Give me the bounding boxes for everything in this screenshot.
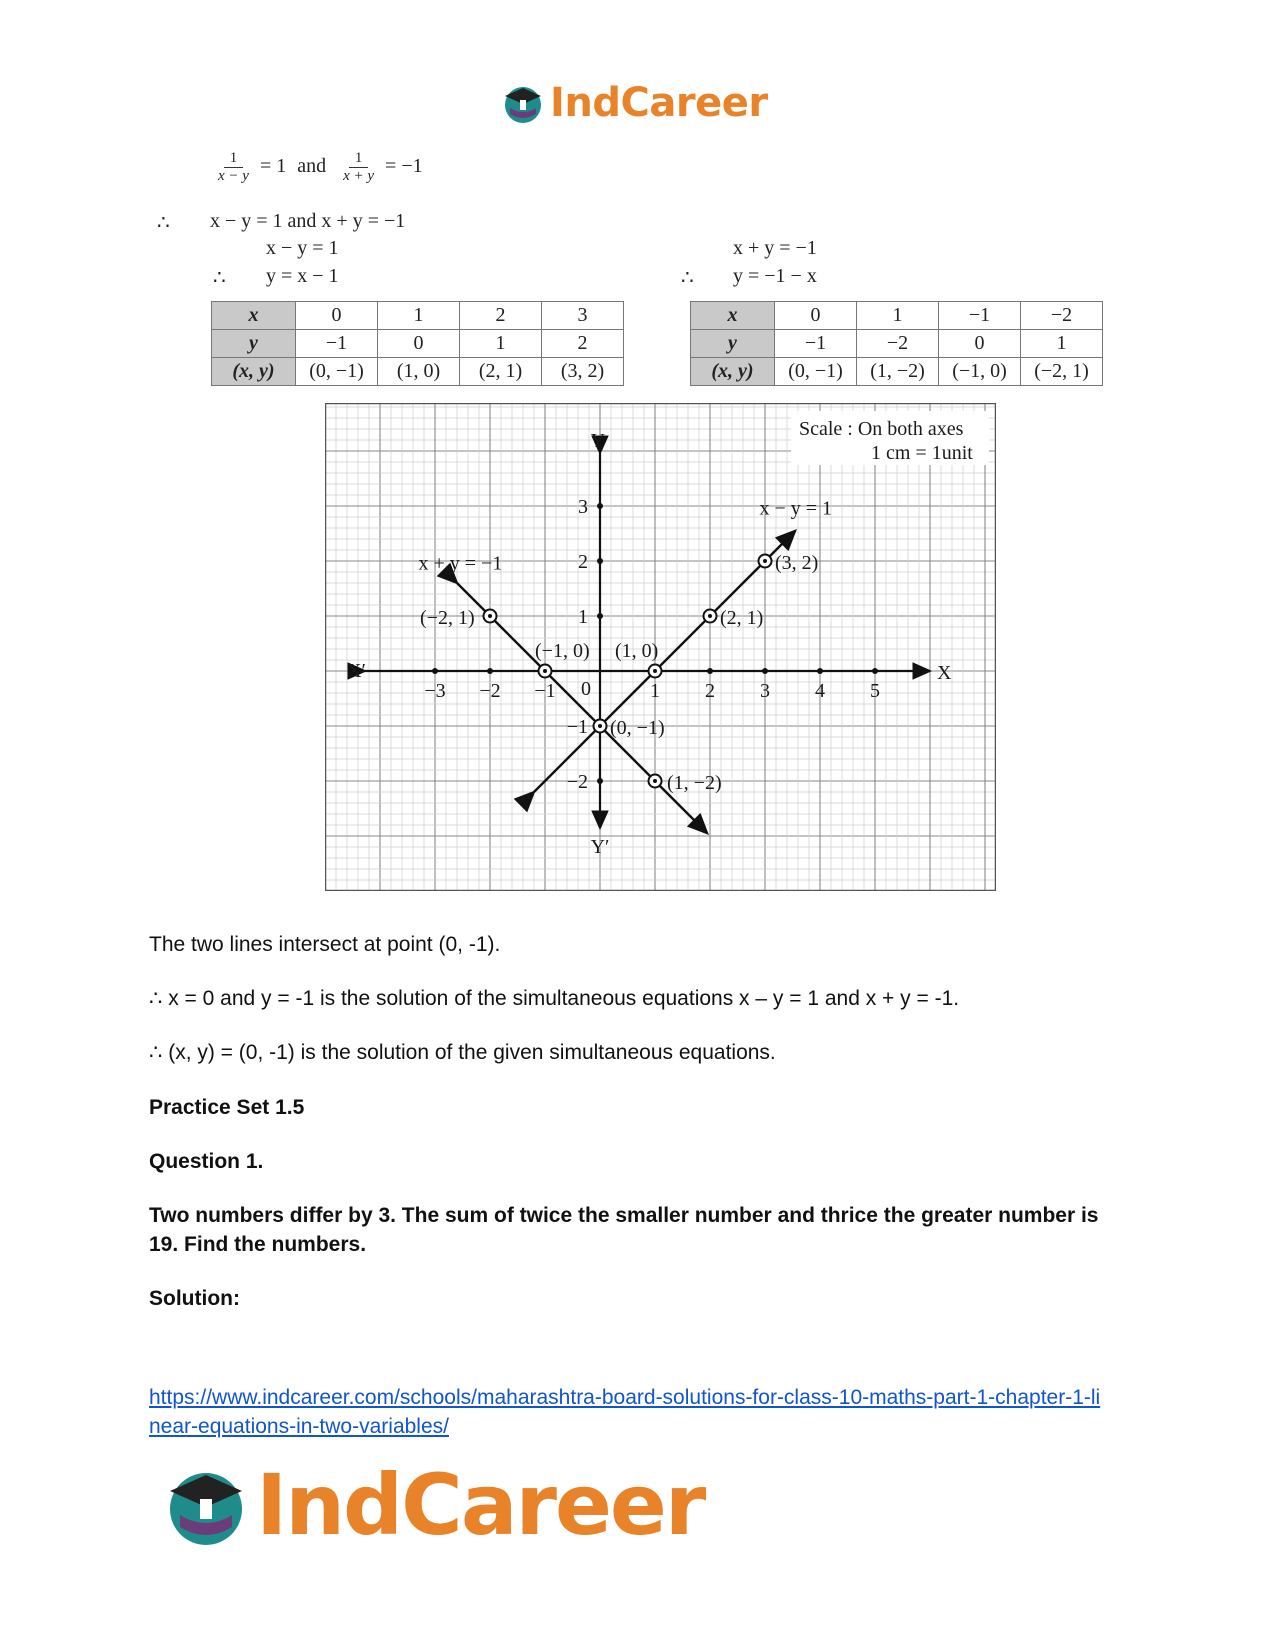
point-label: (3, 2) [775, 552, 819, 574]
table-row: (x, y) (0, −1) (1, 0) (2, 1) (3, 2) [212, 358, 624, 386]
left-result: y = x − 1 [266, 265, 339, 287]
values-table-right [690, 301, 1103, 386]
logo-wordmark: IndCareer [550, 80, 768, 126]
x-tick-dot [487, 668, 493, 674]
table-row: (x, y) (0, −1) (1, −2) (−1, 0) (−2, 1) [691, 358, 1103, 386]
x-tick-label: 5 [870, 680, 880, 702]
y-tick-dot [597, 778, 603, 784]
right-equation: x + y = −1 [733, 237, 817, 259]
data-point-center [598, 724, 602, 728]
intersection-text: The two lines intersect at point (0, -1). [149, 933, 501, 956]
combined-equation: x − y = 1 and x + y = −1 [210, 210, 406, 232]
x-tick-label: −1 [534, 680, 556, 702]
y-tick-label: 2 [578, 551, 588, 573]
x-tick-label: 3 [760, 680, 770, 702]
x-tick-dot [817, 668, 823, 674]
therefore-symbol: ∴ [213, 267, 226, 289]
x-tick-dot [872, 668, 878, 674]
x-axis-neg-label: X′ [347, 660, 366, 682]
scale-line-1: Scale : On both axes [799, 418, 964, 440]
graph-border [326, 404, 996, 891]
point-label: (2, 1) [720, 607, 764, 629]
source-link[interactable]: https://www.indcareer.com/schools/maharashtra-board-solutions-for-class-10-maths-part-1-chapter-1-linear-equations-in-two-variables/ [149, 1386, 1101, 1438]
data-point-center [488, 614, 492, 618]
y-axis-label: Y [590, 430, 606, 452]
x-tick-label: −2 [479, 680, 501, 702]
scale-line-2: 1 cm = 1unit [871, 442, 973, 464]
series-group [419, 497, 833, 833]
y-tick-label: 1 [578, 606, 588, 628]
problem-text: Two numbers differ by 3. The sum of twice the smaller number and thrice the greater number is 19. Find the numbers. [149, 1204, 1099, 1256]
logo-wordmark: IndCareer [256, 1456, 705, 1554]
solution-statement: ∴ x = 0 and y = -1 is the solution of the simultaneous equations x – y = 1 and x + y = -1. [149, 987, 960, 1010]
origin-label: 0 [581, 678, 591, 700]
question-heading: Question 1. [149, 1150, 264, 1173]
footer-logo [160, 1456, 705, 1554]
table-row: y −1 0 1 2 [212, 330, 624, 358]
point-label: (−2, 1) [420, 607, 475, 629]
x-axis-label: X [937, 662, 952, 684]
values-table-left [211, 301, 624, 386]
header-logo [500, 78, 768, 128]
table-row: x 0 1 2 3 [212, 302, 624, 330]
solution-conclusion: ∴ (x, y) = (0, -1) is the solution of the given simultaneous equations. [149, 1041, 776, 1064]
fraction-2: $\frac{1}{x + y}$ [343, 150, 375, 184]
y-tick-dot [597, 613, 603, 619]
data-point-center [543, 669, 547, 673]
series-name-1: x − y = 1 [759, 497, 833, 520]
solution-heading: Solution: [149, 1287, 240, 1310]
graduation-globe-icon [160, 1459, 252, 1551]
right-result: y = −1 − x [733, 265, 817, 287]
point-label: (1, −2) [667, 772, 722, 794]
data-point-center [653, 669, 657, 673]
y-tick-label: −1 [566, 716, 588, 738]
point-label: (0, −1) [610, 717, 665, 739]
therefore-symbol: ∴ [681, 267, 694, 289]
practice-set-heading: Practice Set 1.5 [149, 1096, 305, 1119]
table-row: y −1 −2 0 1 [691, 330, 1103, 358]
y-axis-neg-label: Y′ [590, 836, 610, 858]
x-tick-label: 2 [705, 680, 715, 702]
graph-grid [325, 403, 996, 891]
data-point-center [653, 779, 657, 783]
series-name-2: x + y = −1 [418, 552, 503, 575]
graduation-globe-icon [500, 80, 546, 126]
y-tick-dot [597, 503, 603, 509]
data-point-center [763, 559, 767, 563]
y-tick-label: 3 [578, 496, 588, 518]
therefore-symbol: ∴ [157, 212, 170, 234]
x-tick-label: 4 [815, 680, 825, 702]
point-label: (−1, 0) [535, 640, 590, 662]
point-label: (1, 0) [615, 640, 659, 662]
x-tick-label: 1 [650, 680, 660, 702]
line-graph [325, 403, 996, 891]
y-tick-dot [597, 558, 603, 564]
fraction-equations: $\frac{1}{x - y}$ = 1 and $\frac{1}{x + y}$ = −1 [212, 150, 423, 185]
x-tick-label: −3 [424, 680, 446, 702]
x-tick-dot [707, 668, 713, 674]
left-equation: x − y = 1 [266, 237, 339, 259]
x-tick-dot [432, 668, 438, 674]
y-tick-label: −2 [566, 771, 588, 793]
data-point-center [708, 614, 712, 618]
table-row: x 0 1 −1 −2 [691, 302, 1103, 330]
fraction-1: $\frac{1}{x - y}$ [218, 150, 249, 184]
source-link-wrap [149, 1383, 1109, 1441]
x-tick-dot [762, 668, 768, 674]
